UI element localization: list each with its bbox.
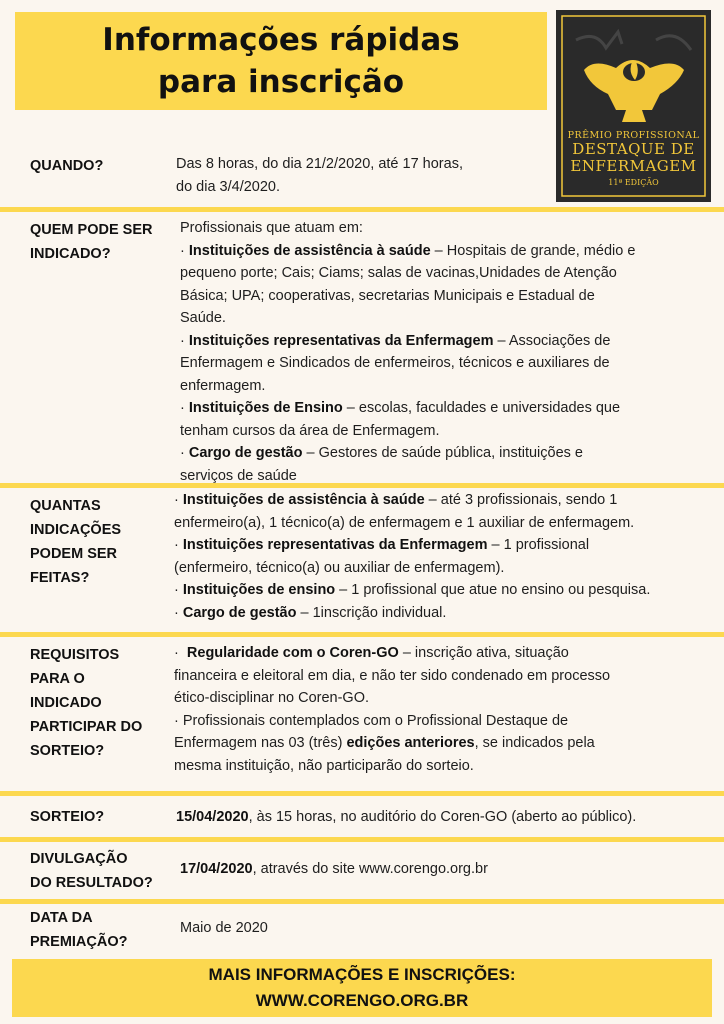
premiacao-label xyxy=(30,906,127,954)
requisitos-label-line: PARTICIPAR DO xyxy=(30,719,143,735)
list-item-cont: Enfermagem nas 03 (três) edições anteriores, se indicados pela xyxy=(174,735,595,751)
list-item-cont: enfermagem. xyxy=(180,377,266,394)
requisitos-label-line: SORTEIO? xyxy=(30,743,105,759)
section-divider xyxy=(0,899,724,904)
quando-line1: Das 8 horas, do dia 21/2/2020, até 17 horas, xyxy=(176,156,463,172)
requisitos-content xyxy=(174,642,610,777)
requisitos-label-line: INDICADO xyxy=(30,695,102,711)
sorteio-date: 15/04/2020 xyxy=(176,809,249,825)
quando-content xyxy=(176,153,463,198)
divulgacao-label-line: DIVULGAÇÃO xyxy=(30,851,128,867)
requisitos-label-line: REQUISITOS xyxy=(30,647,120,663)
premiacao-label-line: PREMIAÇÃO? xyxy=(30,934,128,950)
quantas-label-line: FEITAS? xyxy=(30,570,90,586)
quantas-label-line: QUANTAS xyxy=(30,498,101,514)
logo-line4: 11ª EDIÇÃO xyxy=(608,178,659,187)
list-item-cont: tenham cursos da área de Enfermagem. xyxy=(180,422,440,439)
list-item-cont: (enfermeiro, técnico(a) ou auxiliar de enfermagem). xyxy=(174,559,505,576)
list-item: · Instituições representativas da Enfermagem – Associações de xyxy=(180,332,611,349)
list-item: · Cargo de gestão – 1inscrição individual. xyxy=(174,604,447,621)
sorteio-content xyxy=(176,806,636,829)
quem-label-line2: INDICADO? xyxy=(30,246,111,262)
sorteio-details: , às 15 horas, no auditório do Coren-GO (aberto ao público). xyxy=(248,809,637,825)
footer-line1: MAIS INFORMAÇÕES E INSCRIÇÕES: xyxy=(208,965,516,984)
requisitos-label xyxy=(30,643,142,763)
quantas-label xyxy=(30,494,121,590)
quantas-label-line: PODEM SER xyxy=(30,546,118,562)
quem-content xyxy=(180,217,635,487)
list-item-cont: enfermeiro(a), 1 técnico(a) de enfermagem e 1 auxiliar de enfermagem. xyxy=(174,514,635,531)
sorteio-label: SORTEIO? xyxy=(30,809,105,825)
divulgacao-details: , através do site www.corengo.org.br xyxy=(252,861,488,877)
quem-label xyxy=(30,218,152,266)
page-title-line2: para inscrição xyxy=(157,64,405,100)
list-item-cont: ético-disciplinar no Coren-GO. xyxy=(174,690,370,706)
quem-intro: Profissionais que atuam em: xyxy=(180,220,363,236)
title-banner xyxy=(15,12,547,110)
list-item: · Instituições de ensino – 1 profissional que atue no ensino ou pesquisa. xyxy=(174,582,651,598)
divulgacao-date: 17/04/2020 xyxy=(180,861,253,877)
section-divider xyxy=(0,791,724,796)
quando-line2: do dia 3/4/2020. xyxy=(176,178,281,195)
list-item: · Regularidade com o Coren-GO – inscrição ativa, situação xyxy=(174,645,569,661)
footer-banner xyxy=(12,959,712,1017)
list-item-cont: Saúde. xyxy=(180,310,226,326)
divulgacao-label xyxy=(30,847,153,895)
list-item-cont: Básica; UPA; cooperativas, secretarias Municipais e Estadual de xyxy=(180,287,595,304)
section-divider xyxy=(0,837,724,842)
logo-line1: PRÊMIO PROFISSIONAL xyxy=(567,130,700,141)
quando-label: QUANDO? xyxy=(30,158,104,174)
quem-label-line1: QUEM PODE SER xyxy=(30,222,153,238)
logo-line2: DESTAQUE DE xyxy=(572,140,695,158)
section-divider xyxy=(0,632,724,637)
list-item: · Instituições de assistência à saúde – até 3 profissionais, sendo 1 xyxy=(174,492,618,508)
premiacao-label-line: DATA DA xyxy=(30,910,93,926)
award-logo xyxy=(556,10,711,202)
list-item: · Instituições de Ensino – escolas, faculdades e universidades que xyxy=(180,400,621,416)
requisitos-label-line: PARA O xyxy=(30,671,85,687)
list-item-cont: financeira e eleitoral em dia, e não ter sido condenado em processo xyxy=(174,667,611,684)
section-divider xyxy=(0,483,724,488)
divulgacao-content xyxy=(180,858,488,881)
list-item-cont: Enfermagem e Sindicados de enfermeiros, técnicos e auxiliares de xyxy=(180,355,610,371)
list-item: · Cargo de gestão – Gestores de saúde pública, instituições e xyxy=(180,445,583,461)
list-item: · Profissionais contemplados com o Profissional Destaque de xyxy=(174,712,569,729)
list-item-cont: serviços de saúde xyxy=(180,467,297,484)
section-divider xyxy=(0,207,724,212)
premiacao-value: Maio de 2020 xyxy=(180,920,268,936)
quantas-content xyxy=(174,489,650,624)
list-item: · Instituições representativas da Enfermagem – 1 profissional xyxy=(174,537,590,553)
list-item-cont: mesma instituição, não participarão do sorteio. xyxy=(174,757,474,774)
page-title-line1: Informações rápidas xyxy=(102,22,460,58)
logo-line3: ENFERMAGEM xyxy=(570,157,697,175)
footer-website: WWW.CORENGO.ORG.BR xyxy=(255,991,469,1010)
divulgacao-label-line: DO RESULTADO? xyxy=(30,875,153,891)
list-item: · Instituições de assistência à saúde – Hospitais de grande, médio e xyxy=(180,242,636,259)
quantas-label-line: INDICAÇÕES xyxy=(30,522,122,538)
list-item-cont: pequeno porte; Cais; Ciams; salas de vacinas,Unidades de Atenção xyxy=(180,265,617,281)
